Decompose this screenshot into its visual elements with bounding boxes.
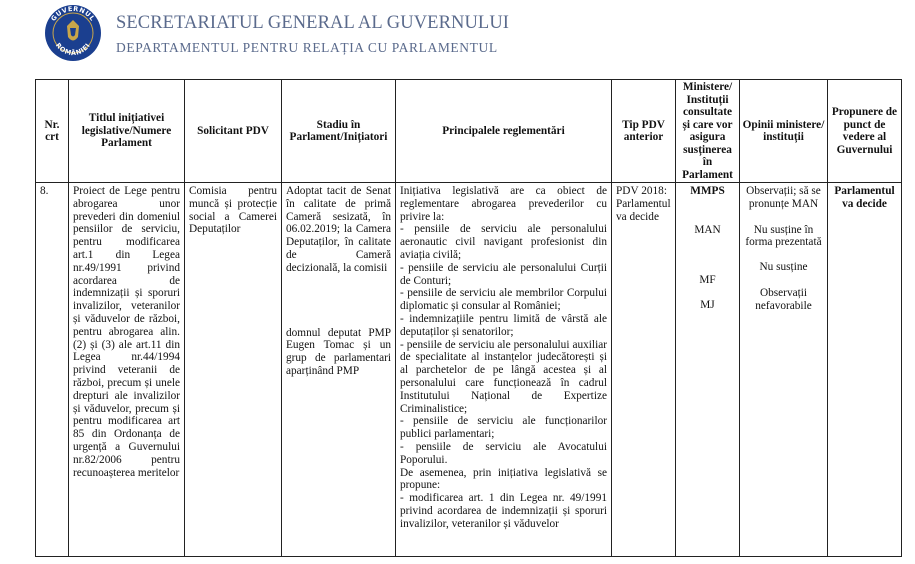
cell-propunere: Parlamentul va decide (828, 183, 902, 557)
cell-opinii (740, 183, 828, 557)
seal-top-text: GUVERNUL (49, 4, 97, 23)
table-row (36, 183, 902, 557)
department-title: DEPARTAMENTUL PENTRU RELAȚIA CU PARLAMENTUL (116, 40, 498, 55)
reglementare-item: - pensiile de serviciu ale personalului auxiliar de specialitate al instanțelor judecătorești și al parchetelor de pe lângă acestea și al personalului care funcționează în cadrul Institutului Național de Expertize Criminalistice; (400, 338, 607, 415)
opinion-text: Observații nefavorabile (755, 286, 812, 312)
column-header-reglementari: Principalele reglementări (396, 80, 612, 183)
reglementare-item: - pensiile de serviciu ale personalului aeronautic civil navigant profesionist din aviația civilă; (400, 223, 607, 261)
reglementare-item: - pensiile de serviciu ale Avocatului Poporului. (400, 440, 607, 466)
ministry-code: MF (699, 273, 716, 286)
column-header-solicitant: Solicitant PDV (185, 80, 282, 183)
ministry-code: MAN (694, 223, 721, 236)
government-seal-icon (44, 4, 102, 62)
cell-titlu: Proiect de Lege pentru abrogarea unor prevederi din domeniul pensiilor de serviciu, pentru modificarea art.1 din Legea nr.49/1991 privind acordarea de indemnizații și sporuri invalizilor, veteranilor și văduvelor de război, pentru abrogarea alin.(2) și (3) ale art.11 din Legea nr.44/1994 privind veteranii de război, precum și unele drepturi ale invalizilor și văduvelor, precum și pentru modificarea art 85 din Ordonanța de urgență a Guvernului nr.82/2006 pentru recunoașterea meritelor (69, 183, 185, 557)
ministry-code: MMPS (690, 185, 725, 197)
organization-title: SECRETARIATUL GENERAL AL GUVERNULUI (116, 13, 510, 33)
reglementare-item: De asemenea, prin inițiativa legislativă se propune: (400, 466, 607, 492)
reglementare-item: - pensiile de serviciu ale personalului Curții de Conturi; (400, 261, 607, 287)
cell-ministere (676, 183, 740, 557)
reglementare-item: - indemnizațiile pentru limită de vârstă ale deputaților și senatorilor; (400, 312, 607, 338)
cell-stadiu (282, 183, 396, 557)
cell-solicitant: Comisia pentru muncă și protecție social a Camerei Deputaților (185, 183, 282, 557)
column-header-ministere: Ministere/ Instituții consultate și care vor asigura susținerea în Parlament (676, 80, 740, 183)
column-header-opinii: Opinii ministere/ instituții (740, 80, 828, 183)
column-header-tip-pdv: Tip PDV anterior (612, 80, 676, 183)
column-header-propunere: Propunere de punct de vedere al Guvernului (828, 80, 902, 183)
reglementare-item: - modificarea art. 1 din Legea nr. 49/1991 privind acordarea de indemnizații și sporuri invalizilor, veteranilor și văduvelor (400, 492, 607, 530)
initiatives-table (35, 79, 902, 557)
column-header-titlu: Titlul inițiativei legislative/Numere Parlament (69, 80, 185, 183)
header-titles (116, 12, 716, 57)
ministry-code: MJ (700, 299, 715, 312)
reglementare-item: - pensiile de serviciu ale membrilor Corpului diplomatic și consular al României; (400, 287, 607, 313)
cell-reglementari (396, 183, 612, 557)
reglementare-item: Inițiativa legislativă are ca obiect de reglementare abrogarea prevederilor cu privire la: (400, 185, 607, 223)
cell-nr: 8. (36, 183, 69, 557)
column-header-stadiu: Stadiu în Parlament/Inițiatori (282, 80, 396, 183)
opinion-text: Nu susține în forma prezentată (745, 223, 822, 249)
table-header-row (36, 80, 902, 183)
stadiu-text: Adoptat tacit de Senat în calitate de primă Cameră sesizată, în 06.02.2019; la Camera Deputaților, în calitate de Cameră decizională, la comisii (286, 185, 391, 274)
column-header-nr: Nr. crt (36, 80, 69, 183)
opinion-text: Nu susține (759, 261, 808, 274)
opinion-text: Observații; să se pronunțe MAN (746, 185, 821, 210)
seal-bottom-text: ROMÂNIEI (53, 41, 93, 58)
reglementare-item: - pensiile de serviciu ale funcționarilor publici parlamentari; (400, 415, 607, 441)
initiatori-text: domnul deputat PMP Eugen Tomac și un grup de parlamentari aparținând PMP (286, 326, 391, 377)
cell-tip-pdv: PDV 2018: Parlamentul va decide (612, 183, 676, 557)
